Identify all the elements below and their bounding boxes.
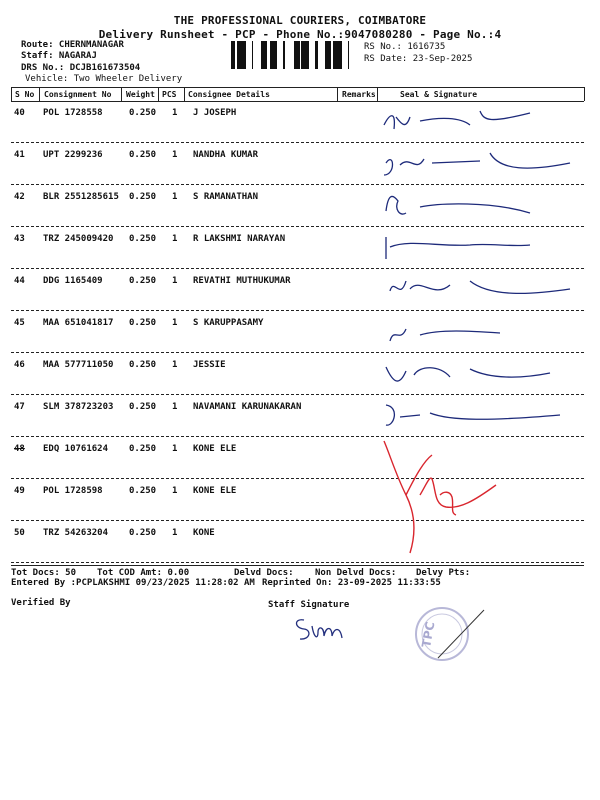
row-consignee: J JOSEPH [193, 108, 237, 118]
row-sno: 50 [14, 528, 25, 538]
row-signature-image [380, 187, 580, 225]
row-sno: 44 [14, 276, 25, 286]
verified-by-label: Verified By [11, 598, 71, 608]
row-weight: 0.250 [129, 150, 157, 160]
row-signature-image [380, 397, 580, 435]
row-weight: 0.250 [129, 192, 157, 202]
row-signature-image [380, 103, 580, 141]
staff-signature-label: Staff Signature [268, 600, 350, 610]
row-pcs: 1 [172, 150, 178, 160]
row-divider [11, 226, 584, 227]
rs-date: RS Date: 23-Sep-2025 [364, 54, 473, 64]
delivered-docs: Delvd Docs: [234, 568, 294, 578]
row-pcs: 1 [172, 234, 178, 244]
row-pcs: 1 [172, 402, 178, 412]
row-sno: 42 [14, 192, 25, 202]
row-divider [11, 394, 584, 395]
row-signature-image [380, 355, 580, 393]
row-consignment-no: TRZ 54263204 [43, 528, 109, 538]
row-weight: 0.250 [129, 528, 157, 538]
row-weight: 0.250 [129, 234, 157, 244]
col-seal-signature: Seal & Signature [400, 90, 478, 99]
row-consignment-no: UPT 2299236 [43, 150, 103, 160]
company-title: THE PROFESSIONAL COURIERS, COIMBATORE [173, 14, 427, 27]
row-consignee: S RAMANATHAN [193, 192, 259, 202]
row-consignment-no: MAA 577711050 [43, 360, 114, 370]
row-consignee: NANDHA KUMAR [193, 150, 259, 160]
row-consignment-no: EDQ 10761624 [43, 444, 109, 454]
total-cod-amount: Tot COD Amt: 0.00 [97, 568, 190, 578]
entered-by: Entered By :PCPLAKSHMI 09/23/2025 11:28:02 AM [11, 578, 255, 588]
row-consignee: NAVAMANI KARUNAKARAN [193, 402, 302, 412]
row-weight: 0.250 [129, 276, 157, 286]
red-ink-mark [380, 435, 530, 565]
row-divider [11, 310, 584, 311]
row-sno: 40 [14, 108, 25, 118]
row-pcs: 1 [172, 444, 178, 454]
barcode-image [231, 41, 359, 69]
row-sno: 46 [14, 360, 25, 370]
row-consignment-no: TRZ 245009420 [43, 234, 114, 244]
row-pcs: 1 [172, 486, 178, 496]
courier-stamp-image [408, 598, 488, 668]
staff-signature-image [290, 612, 350, 650]
row-consignee: KONE ELE [193, 444, 237, 454]
row-sno: 41 [14, 150, 25, 160]
row-divider [11, 142, 584, 143]
row-sno: 45 [14, 318, 25, 328]
col-consignment: Consignment No [44, 90, 112, 99]
row-signature-image [380, 313, 580, 351]
row-pcs: 1 [172, 528, 178, 538]
row-divider [11, 184, 584, 185]
row-signature-image [380, 229, 580, 267]
rs-number: RS No.: 1616735 [364, 42, 446, 52]
row-sno: 49 [14, 486, 25, 496]
row-consignee: KONE [193, 528, 215, 538]
row-pcs: 1 [172, 318, 178, 328]
row-weight: 0.250 [129, 318, 157, 328]
row-consignment-no: DDG 1165409 [43, 276, 103, 286]
row-signature-image [380, 271, 580, 309]
row-divider [11, 268, 584, 269]
col-consignee: Consignee Details [188, 90, 270, 99]
total-docs: Tot Docs: 50 [11, 568, 77, 578]
row-consignee: JESSIE [193, 360, 226, 370]
drs-label: DRS No.: DCJB161673504 [21, 63, 141, 73]
non-delivered-docs: Non Delvd Docs: [315, 568, 397, 578]
row-pcs: 1 [172, 276, 178, 286]
col-sno: S No [15, 90, 35, 99]
col-remarks: Remarks [342, 90, 376, 99]
delivery-points: Delvy Pts: [416, 568, 471, 578]
col-weight: Weight [126, 90, 155, 99]
row-divider [11, 352, 584, 353]
row-sno: 47 [14, 402, 25, 412]
row-consignee: S KARUPPASAMY [193, 318, 264, 328]
reprinted-on: Reprinted On: 23-09-2025 11:33:55 [262, 578, 441, 588]
row-weight: 0.250 [129, 108, 157, 118]
row-weight: 0.250 [129, 444, 157, 454]
row-consignment-no: POL 1728598 [43, 486, 103, 496]
row-pcs: 1 [172, 108, 178, 118]
row-consignment-no: SLM 378723203 [43, 402, 114, 412]
row-pcs: 1 [172, 360, 178, 370]
col-pcs: PCS [162, 90, 177, 99]
staff-label: Staff: NAGARAJ [21, 51, 97, 61]
row-weight: 0.250 [129, 486, 157, 496]
row-consignment-no: BLR 2551285615 [43, 192, 119, 202]
row-consignee: R LAKSHMI NARAYAN [193, 234, 286, 244]
row-consignment-no: MAA 651041817 [43, 318, 114, 328]
row-consignee: REVATHI MUTHUKUMAR [193, 276, 291, 286]
route-label: Route: CHERNMANAGAR [21, 40, 124, 50]
runsheet-subtitle: Delivery Runsheet - PCP - Phone No.:9047080280 - Page No.:4 [98, 28, 502, 41]
row-weight: 0.250 [129, 360, 157, 370]
row-consignee: KONE ELE [193, 486, 237, 496]
vehicle-label: Vehicle: Two Wheeler Delivery [25, 74, 183, 84]
row-signature-image [380, 145, 580, 183]
row-weight: 0.250 [129, 402, 157, 412]
row-sno: 43 [14, 234, 25, 244]
row-pcs: 1 [172, 192, 178, 202]
row-consignment-no: POL 1728558 [43, 108, 103, 118]
stamp-text: TPC [419, 620, 438, 649]
row-sno: 48 [14, 444, 25, 454]
